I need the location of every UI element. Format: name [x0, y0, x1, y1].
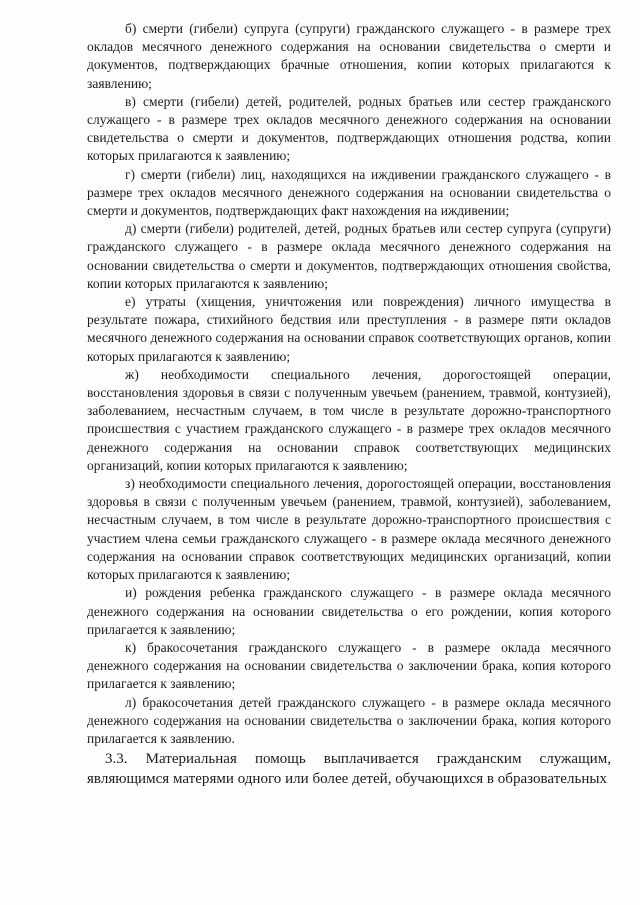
- paragraph-d-spouse-relatives-death: д) смерти (гибели) родителей, детей, родных братьев или сестер супруга (супруги) гражданского служащего - в размере оклада месячного денежного содержания на основании свидетельства о смерти и документов, подтверждающих отношения свойства, копии которых прилагаются к заявлению;: [87, 221, 611, 291]
- paragraph-i-child-birth: и) рождения ребенка гражданского служащего - в размере оклада месячного денежного содержания на основании свидетельства о его рождении, копия которого прилагается к заявлению;: [87, 585, 611, 637]
- paragraph-g-dependents-death: г) смерти (гибели) лиц, находящихся на иждивении гражданского служащего - в размере трех окладов месячного денежного содержания на основании свидетельства о смерти и документов, подтверждающих факт нахождения на иждивении;: [87, 166, 611, 219]
- paragraph-v-relatives-death: в) смерти (гибели) детей, родителей, родных братьев или сестер гражданского служащего - в размере трех окладов месячного денежного содержания на основании свидетельства о смерти и документов, подтверждающих отношения родства, копии которых прилагаются к заявлению;: [87, 93, 611, 164]
- section-3-3: 3.3. Материальная помощь выплачивается гражданским служащим, являющимся матерями одного или более детей, обучающихся в образовательных: [87, 751, 611, 787]
- paragraph-l-children-marriage: л) бракосочетания детей гражданского служащего - в размере оклада месячного денежного содержания на основании свидетельства о заключении брака, копия которого прилагается к заявлению.: [87, 694, 611, 746]
- paragraph-e-property-loss: е) утраты (хищения, уничтожения или повреждения) личного имущества в результате пожара, стихийного бедствия или преступления - в размере пяти окладов месячного денежного содержания на основании справок соответствующих органов, копии которых прилагаются к заявлению;: [87, 294, 611, 364]
- paragraph-zh-treatment-employee: ж) необходимости специального лечения, дорогостоящей операции, восстановления здоровья в связи с полученным увечьем (ранением, травмой, контузией), заболеванием, несчастным случаем, в том числе в результате дорожно-транспортного происшествия с участием гражданского служащего - в размере трех окладов месячного денежного содержания на основании справок соответствующих медицинских организаций, копии которых прилагаются к заявлению;: [87, 366, 611, 473]
- paragraph-b-spouse-death: б) смерти (гибели) супруга (супруги) гражданского служащего - в размере трех окладов месячного денежного содержания на основании свидетельства о смерти и документов, подтверждающих брачные отношения, копии которых прилагаются к заявлению;: [87, 21, 611, 91]
- paragraph-k-marriage: к) бракосочетания гражданского служащего - в размере оклада месячного денежного содержания на основании свидетельства о заключении брака, копия которого прилагается к заявлению;: [87, 639, 611, 692]
- document-body: [87, 20, 611, 789]
- paragraph-z-treatment-family: з) необходимости специального лечения, дорогостоящей операции, восстановления здоровья в связи с полученным увечьем (ранением, травмой, контузией), заболеванием, несчастным случаем, в том числе в результате дорожно-транспортного происшествия с участием члена семьи гражданского служащего - в размере оклада месячного денежного содержания на основании справок соответствующих медицинских организаций, копии которых прилагаются к заявлению;: [87, 476, 611, 583]
